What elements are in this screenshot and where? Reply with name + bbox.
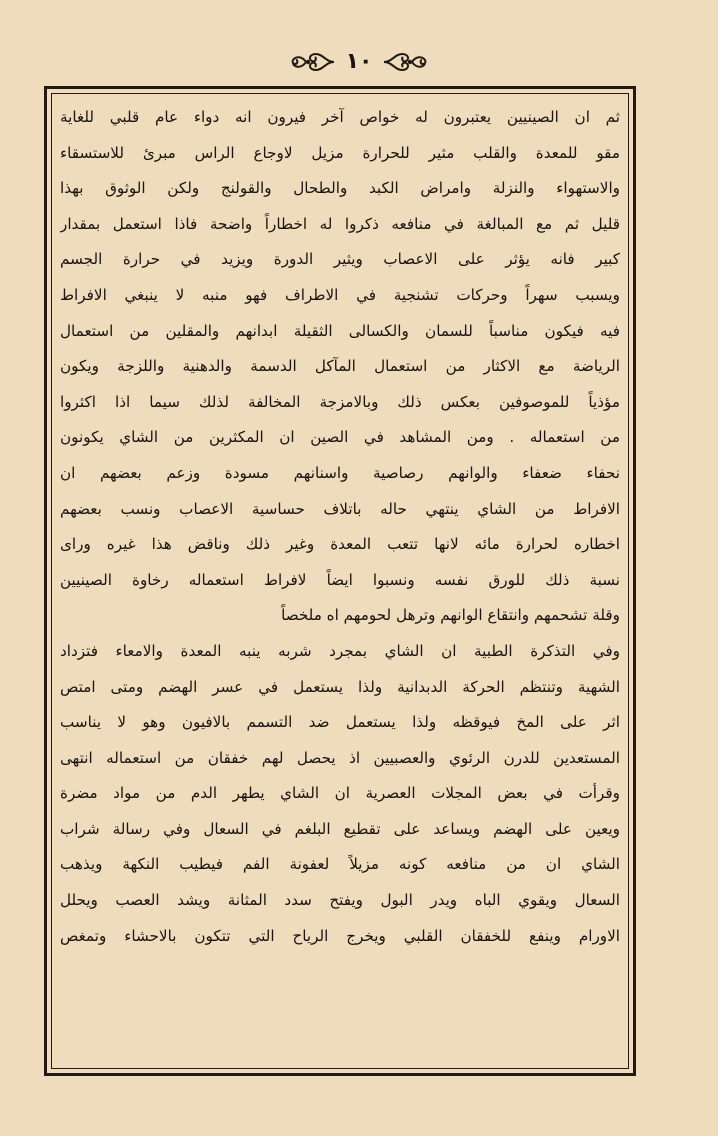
text-line: الشهية وتنتظم الحركة الدبدانية ولذا يستعمل في عسر الهضم ومتى امتص (60, 677, 620, 696)
text-line: وقرأت في بعض المجلات العصرية ان الشاي يطهر الدم من مواد مضرة (60, 784, 620, 803)
text-line: ويعين على الهضم ويساعد على تقطيع البلغم في السعال وفي رسالة شراب (60, 819, 620, 838)
text-line: نحفاء ضعفاء والوانهم رصاصية واسنانهم مسودة وزعم بعضهم ان (60, 463, 620, 482)
text-line: اخطاره لحرارة مائه لانها تتعب المعدة وغير ذلك وناقض هذا غيره وراى (60, 535, 620, 554)
text-line: الافراط من الشاي ينتهي حاله باتلاف حساسية الاعصاب ونسب بعضهم (60, 499, 620, 518)
text-line: مقو للمعدة والقلب مثير للحرارة مزيل لاوجاع الراس مبرئ للاستسقاء (60, 143, 620, 162)
text-line: ثم ان الصينيين يعتبرون له خواص آخر فيرون انه دواء عام قلبي للغاية (60, 108, 620, 126)
text-line: الرياضة مع الاكثار من استعمال المآكل الدسمة والدهنية واللزجة ويكون (60, 357, 620, 376)
text-line: قليل ثم مع المبالغة في منافعه ذكروا له اخطاراً واضحة فاذا استعمل بمقدار (60, 214, 620, 233)
text-line: كبير فانه يؤثر على الاعصاب ويثير الدورة ويزيد في حرارة الجسم (60, 250, 620, 269)
text-line: المستعدين للدرن الرئوي والعصبيين اذ يحصل لهم خفقان من استعماله انتهى (60, 748, 620, 767)
ornament-left-icon (290, 48, 336, 76)
text-line: والاستهواء والنزلة وامراض الكبد والطحال والقولنج ولكن الوثوق بهذا (60, 179, 620, 198)
text-line: من استعماله . ومن المشاهد في الصين ان المكثرين من الشاي يكونون (60, 428, 620, 447)
text-line: مؤذياً للموصوفين بعكس ذلك وبالامزجة المخالفة لذلك سيما اذا اكثروا (60, 392, 620, 411)
text-line: نسبة ذلك للورق نفسه ونسبوا ايضاً لافراط استعماله رخاوة الصينيين (60, 570, 620, 589)
text-line: اثر على المخ فيوقظه ولذا يستعمل ضد التسمم بالافيون وهو لا يناسب (60, 713, 620, 732)
text-line: الاورام وينفع للخفقان القلبي ويخرج الرياح التي تتكون بالاحشاء وتمغص (60, 926, 620, 945)
ornament-right-icon (382, 48, 428, 76)
text-line: ويسبب سهراً وحركات تشنجية في الاطراف فهو منبه لا ينبغي الافراط (60, 285, 620, 304)
text-line: الشاي ان من منافعه كونه مزيلاً لعفونة الفم فيطيب النكهة ويذهب (60, 855, 620, 874)
text-line: وقلة تشحمهم وانتقاع الوانهم وترهل لحومهم اه ملخصاً (281, 606, 620, 625)
text-line: وفي التذكرة الطبية ان الشاي بمجرد شربه ينبه المعدة والامعاء فتزداد (60, 641, 620, 660)
page-number: ١٠ (345, 49, 373, 74)
body-text (60, 100, 620, 1062)
text-line: السعال ويقوي الباه ويدر البول ويفتح سدد المثانة ويشد العصب ويحلل (60, 891, 620, 910)
page-header (0, 40, 718, 84)
text-line: فيه فيكون مناسباً للسمان والكسالى الثقيلة ابدانهم والمقلين من استعمال (60, 321, 620, 340)
